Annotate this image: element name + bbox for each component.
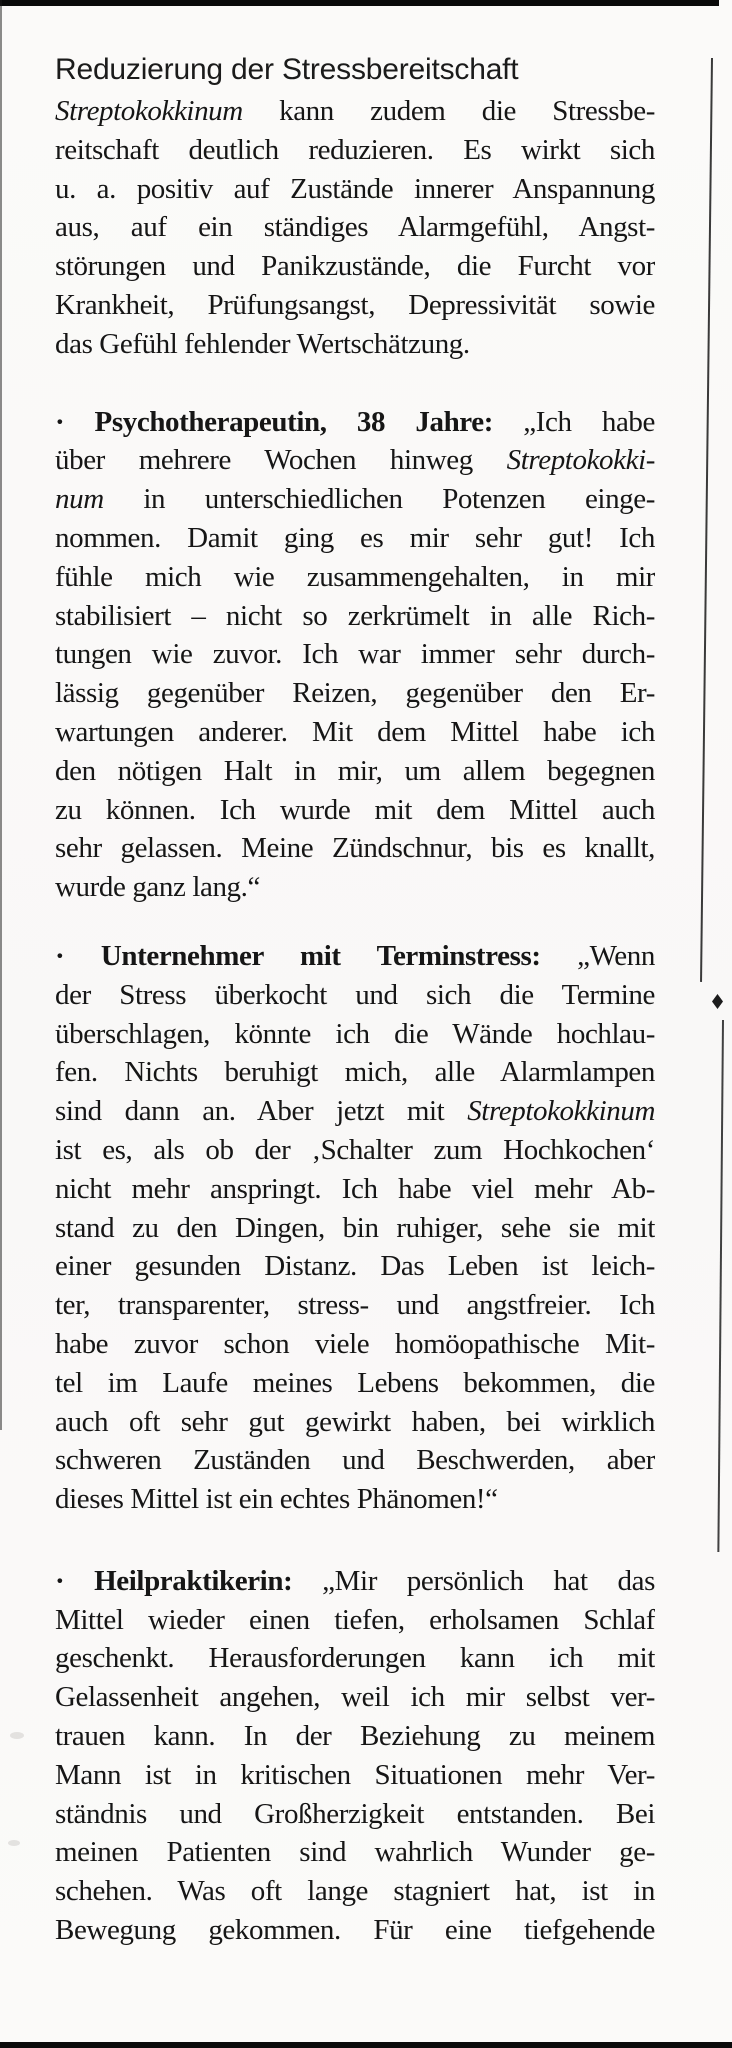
body-text: schehen. Was oft lange stagniert hat, ist in — [55, 1875, 655, 1908]
text-line — [55, 1756, 655, 1795]
body-text: fen. Nichts beruhigt mich, alle Alarmlampen — [55, 1056, 655, 1089]
text-line — [55, 1403, 655, 1442]
text-line — [55, 1092, 655, 1131]
bold-lead-in: · Psychotherapeutin, 38 Jahre: — [55, 405, 493, 438]
text-line — [55, 1209, 655, 1248]
body-text: fühle mich wie zusammengehalten, in mir — [55, 560, 655, 593]
diamond-marker-icon — [712, 994, 723, 1009]
page-left-edge — [0, 0, 2, 1430]
text-line — [55, 829, 655, 868]
text-line — [55, 170, 655, 209]
body-text: ist es, als ob der ‚Schalter zum Hochkochen‘ — [55, 1133, 655, 1166]
body-text: überschlagen, könnte ich die Wände hochlau- — [55, 1017, 655, 1050]
text-line — [55, 1247, 655, 1286]
remedy-name-italic: num — [55, 483, 104, 516]
page-top-edge — [0, 0, 719, 6]
text-line — [55, 325, 655, 364]
body-text: geschenkt. Herausforderungen kann ich mit — [55, 1642, 655, 1675]
paragraphs-container — [55, 92, 655, 1950]
text-line — [55, 441, 655, 480]
bold-lead-in: · Heilpraktikerin: — [55, 1564, 293, 1597]
margin-rule-lower — [717, 1020, 724, 1552]
body-text: zu können. Ich wurde mit dem Mittel auch — [55, 793, 655, 826]
text-line — [55, 1833, 655, 1872]
body-text: u. a. positiv auf Zustände innerer Anspannung — [55, 172, 655, 205]
body-text: das Gefühl fehlender Wertschätzung. — [55, 327, 470, 360]
body-text: stand zu den Dingen, bin ruhiger, sehe sie mit — [55, 1211, 655, 1244]
text-line — [55, 713, 655, 752]
text-line — [55, 1441, 655, 1480]
text-line — [55, 1131, 655, 1170]
text-line — [55, 131, 655, 170]
text-line — [55, 1053, 655, 1092]
body-text: tel im Laufe meines Lebens bekommen, die — [55, 1366, 655, 1399]
body-text: wartungen anderer. Mit dem Mittel habe ich — [55, 715, 655, 748]
text-line — [55, 674, 655, 713]
body-text: wurde ganz lang.“ — [55, 871, 260, 904]
body-text: über mehrere Wochen hinweg — [55, 444, 507, 477]
body-text: „Mir persönlich hat das — [292, 1564, 655, 1597]
body-text: ter, transparenter, stress- und angstfreier. Ich — [55, 1289, 655, 1322]
body-text: den nötigen Halt in mir, um allem begegnen — [55, 754, 655, 787]
text-line — [55, 1170, 655, 1209]
left-margin-smudge — [10, 1732, 24, 1739]
paragraph-unternehmer — [55, 937, 655, 1519]
bold-lead-in: · Unternehmer mit Terminstress: — [55, 939, 541, 972]
left-margin-smudge — [8, 1840, 20, 1846]
body-text: lässig gegenüber Reizen, gegenüber den Er- — [55, 677, 655, 710]
body-text: habe zuvor schon viele homöopathische Mit- — [55, 1327, 655, 1360]
text-line — [55, 1364, 655, 1403]
text-line — [55, 791, 655, 830]
text-line — [55, 519, 655, 558]
body-text: „Wenn — [540, 939, 655, 972]
text-line — [55, 1601, 655, 1640]
text-line — [55, 868, 655, 907]
body-text: Bewegung gekommen. Für eine tiefgehende — [55, 1914, 655, 1947]
text-line — [55, 1717, 655, 1756]
body-text: kann zudem die Stressbe- — [242, 95, 655, 127]
body-text: sehr gelassen. Meine Zündschnur, bis es knallt, — [55, 832, 655, 865]
body-text: störungen und Panikzustände, die Furcht vor — [55, 250, 655, 283]
text-line — [55, 1639, 655, 1678]
text-line — [55, 403, 655, 442]
text-line — [55, 1795, 655, 1834]
text-line — [55, 92, 655, 131]
body-text: dieses Mittel ist ein echtes Phänomen!“ — [55, 1483, 498, 1516]
text-line — [55, 558, 655, 597]
remedy-name-italic: Streptokokkinum — [55, 95, 243, 127]
body-text: sind dann an. Aber jetzt mit — [55, 1095, 468, 1128]
margin-rule-upper — [700, 58, 713, 982]
text-line — [55, 1325, 655, 1364]
paragraph-heilpraktikerin — [55, 1562, 655, 1950]
text-line — [55, 286, 655, 325]
body-text: ständnis und Großherzigkeit entstanden. Bei — [55, 1797, 655, 1830]
text-line — [55, 1562, 655, 1601]
body-text: Mittel wieder einen tiefen, erholsamen Schlaf — [55, 1603, 655, 1636]
body-text: reitschaft deutlich reduzieren. Es wirkt sich — [55, 133, 655, 166]
remedy-name-italic: Streptokokkinum — [467, 1095, 655, 1128]
text-line — [55, 1872, 655, 1911]
text-column — [55, 50, 655, 1950]
text-line — [55, 480, 655, 519]
text-line — [55, 752, 655, 791]
text-line — [55, 208, 655, 247]
body-text: Mann ist in kritischen Situationen mehr Ver- — [55, 1758, 655, 1791]
paragraph-intro — [55, 92, 655, 364]
body-text: nommen. Damit ging es mir sehr gut! Ich — [55, 521, 655, 554]
body-text: Krankheit, Prüfungsangst, Depressivität sowie — [55, 288, 655, 321]
body-text: aus, auf ein ständiges Alarmgefühl, Angst- — [55, 211, 655, 244]
text-line — [55, 1480, 655, 1519]
page-bottom-edge — [0, 2042, 732, 2048]
body-text: meinen Patienten sind wahrlich Wunder ge- — [55, 1836, 655, 1869]
text-line — [55, 937, 655, 976]
paragraph-psychotherapeutin — [55, 403, 655, 907]
body-text: in unterschiedlichen Potenzen einge- — [103, 483, 655, 516]
body-text: der Stress überkocht und sich die Termine — [55, 978, 655, 1011]
body-text: einer gesunden Distanz. Das Leben ist leich- — [55, 1250, 655, 1283]
body-text: Gelassenheit angehen, weil ich mir selbst ver- — [55, 1681, 655, 1714]
body-text: schweren Zuständen und Beschwerden, aber — [55, 1444, 655, 1477]
body-text: stabilisiert – nicht so zerkrümelt in alle Rich- — [55, 599, 655, 632]
text-line — [55, 1911, 655, 1950]
text-line — [55, 247, 655, 286]
text-line — [55, 635, 655, 674]
body-text: nicht mehr anspringt. Ich habe viel mehr Ab- — [55, 1172, 655, 1205]
text-line — [55, 1015, 655, 1054]
section-heading: Reduzierung der Stressbereitschaft — [55, 53, 519, 86]
body-text: tungen wie zuvor. Ich war immer sehr durch- — [55, 638, 655, 671]
text-line — [55, 976, 655, 1015]
remedy-name-italic: Streptokokki- — [506, 444, 655, 477]
text-line — [55, 597, 655, 636]
body-text: trauen kann. In der Beziehung zu meinem — [55, 1720, 655, 1753]
body-text: „Ich habe — [492, 405, 655, 438]
body-text: auch oft sehr gut gewirkt haben, bei wirklich — [55, 1405, 655, 1438]
text-line — [55, 1286, 655, 1325]
text-line — [55, 1678, 655, 1717]
